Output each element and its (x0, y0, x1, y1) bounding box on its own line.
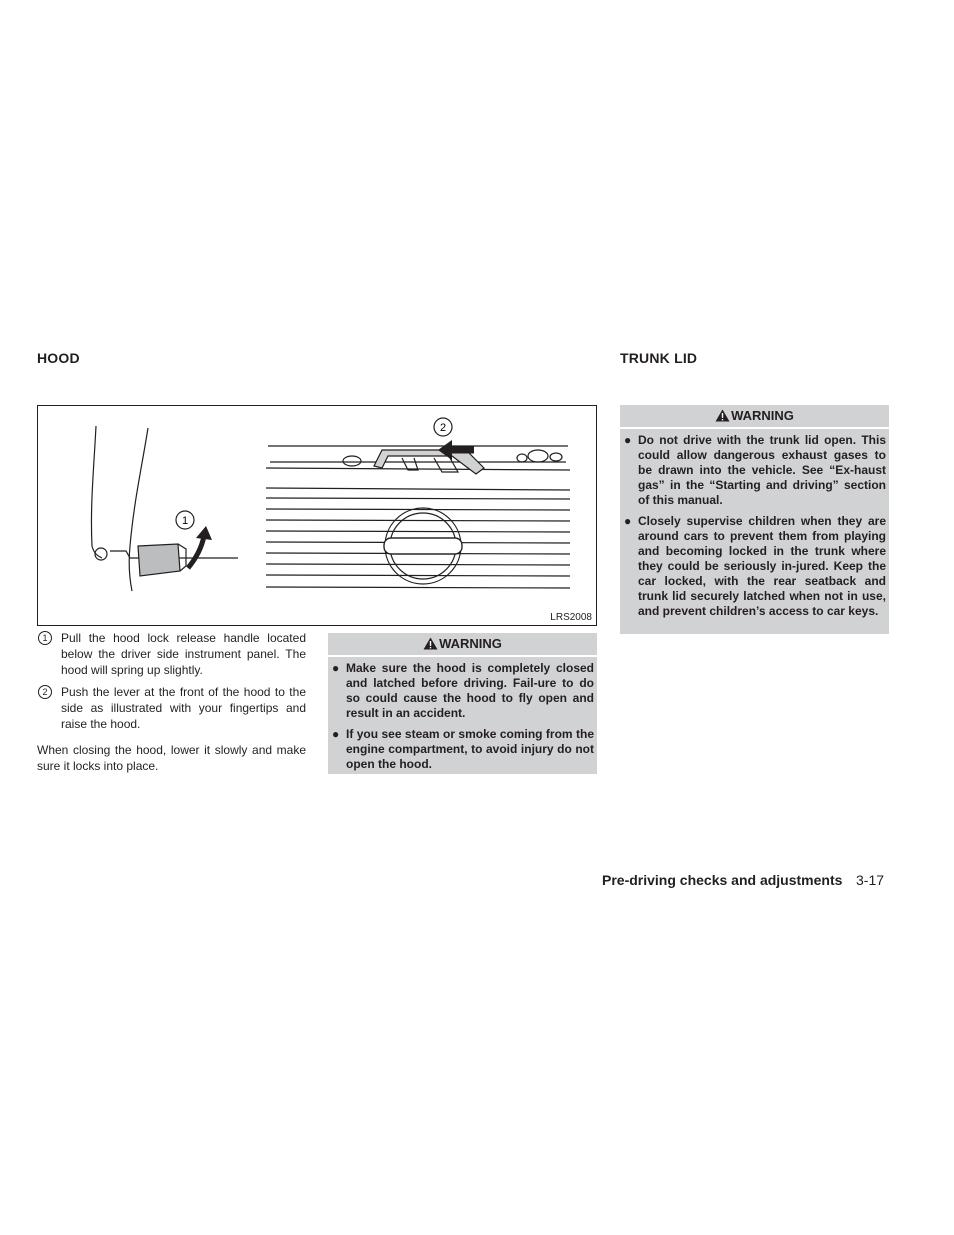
hood-release-drawing (38, 406, 596, 625)
hood-warning-item (332, 727, 594, 772)
closing-note: When closing the hood, lower it slowly and make sure it locks into place. (37, 743, 306, 773)
footer-section-title: Pre-driving checks and adjustments (602, 872, 843, 888)
trunk-warning-text-1: Do not drive with the trunk lid open. This could allow dangerous exhaust gases to be drawn into the vehicle. See “Ex-haust gas” in the “Starting and driving” section of this manual. (638, 433, 886, 507)
hood-warning-title-text: WARNING (439, 636, 502, 651)
bullet-icon: ● (332, 661, 340, 675)
step-2-number: 2 (38, 685, 52, 699)
hood-instructions (37, 630, 306, 774)
panel-edge-line (91, 426, 102, 558)
step-2 (37, 684, 306, 732)
trunk-warning-list (620, 429, 889, 629)
warning-triangle-icon (715, 407, 730, 429)
trunk-warning-text-2: Closely supervise children when they are around cars to prevent them from playing and becoming locked in the trunk where they could be seriously in-jured. Keep the car locked, with the rear seatback and trunk lid securely latched when not in use, and prevent children’s access to car keys. (638, 514, 886, 618)
step-1-number: 1 (38, 631, 52, 645)
bullet-icon: ● (332, 727, 340, 741)
hood-warning-text-1: Make sure the hood is completely closed and latched before driving. Fail-ure to do so could cause the hood to fly open and result in an accident. (346, 661, 594, 720)
hood-illustration (37, 405, 597, 626)
release-handle (138, 544, 180, 576)
step-1-text: Pull the hood lock release handle located below the driver side instrument panel. The hood will spring up slightly. (61, 631, 306, 677)
hood-warning-list (328, 657, 597, 782)
warning-triangle-icon (423, 635, 438, 657)
trunk-warning-box (620, 405, 889, 634)
callout-2-label: 2 (439, 422, 447, 434)
hood-warning-title (328, 633, 597, 657)
trunk-warning-title-text: WARNING (731, 408, 794, 423)
bullet-icon: ● (624, 433, 632, 447)
callout-1 (176, 511, 194, 529)
callout-2 (434, 418, 452, 436)
figure-code: LRS2008 (550, 612, 592, 623)
hood-warning-text-2: If you see steam or smoke coming from the engine compartment, to avoid injury do not open the hood. (346, 727, 594, 771)
callout-1-label: 1 (181, 515, 189, 527)
hood-heading: HOOD (37, 350, 80, 366)
trunk-warning-item (624, 514, 886, 619)
trunk-warning-title (620, 405, 889, 429)
bullet-icon: ● (624, 514, 632, 528)
hood-warning-item (332, 661, 594, 721)
hood-warning-box (328, 633, 597, 774)
step-1 (37, 630, 306, 678)
step-2-text: Push the lever at the front of the hood to the side as illustrated with your fingertips and raise the hood. (61, 685, 306, 731)
trunk-warning-item (624, 433, 886, 508)
page-number: 3-17 (856, 872, 885, 888)
trunk-lid-heading: TRUNK LID (620, 350, 698, 366)
